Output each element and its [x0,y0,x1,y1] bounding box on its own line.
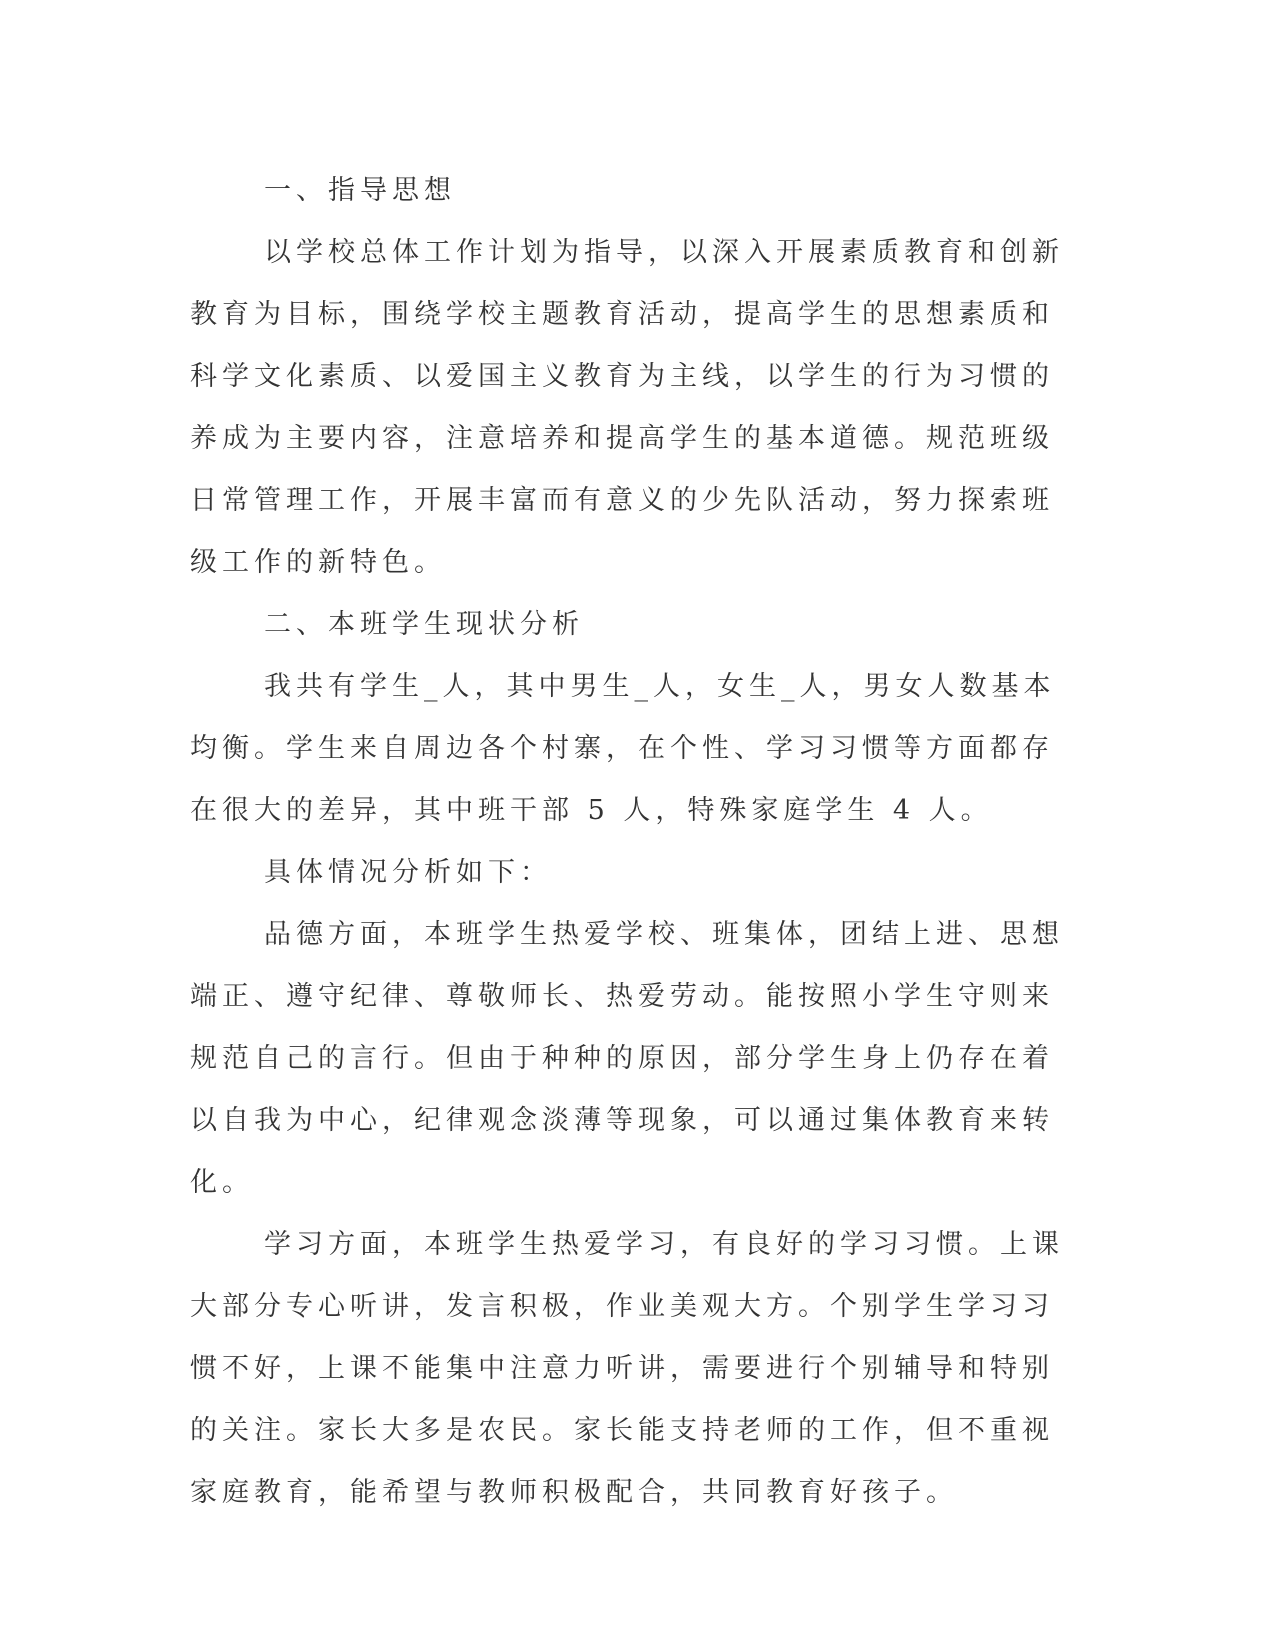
paragraph-student-count: 我共有学生_人，其中男生_人，女生_人，男女人数基本均衡。学生来自周边各个村寨，在个性、学习习惯等方面都存在很大的差异，其中班干部 5 人，特殊家庭学生 4 人。 [190,671,1056,826]
paragraph-analysis-intro: 具体情况分析如下： [264,857,552,888]
paragraph-moral-aspect: 品德方面，本班学生热爱学校、班集体，团结上进、思想端正、遵守纪律、尊敬师长、热爱劳动。能按照小学生守则来规范自己的言行。但由于种种的原因，部分学生身上仍存在着以自我为中心，纪律观念淡薄等现象，可以通过集体教育来转化。 [190,919,1064,1198]
paragraph-study-aspect: 学习方面，本班学生热爱学习，有良好的学习习惯。上课大部分专心听讲，发言积极，作业美观大方。个别学生学习习惯不好，上课不能集中注意力听讲，需要进行个别辅导和特别的关注。家长大多是农民。家长能支持老师的工作，但不重视家庭教育，能希望与教师积极配合，共同教育好孩子。 [190,1229,1064,1508]
section-heading-guiding-ideology: 一、指导思想 [264,175,456,206]
document-body [190,160,1085,1524]
paragraph-guiding-ideology: 以学校总体工作计划为指导，以深入开展素质教育和创新教育为目标，围绕学校主题教育活动，提高学生的思想素质和科学文化素质、以爱国主义教育为主线，以学生的行为习惯的养成为主要内容，注意培养和提高学生的基本道德。规范班级日常管理工作，开展丰富而有意义的少先队活动，努力探索班级工作的新特色。 [190,237,1064,578]
section-heading-class-analysis: 二、本班学生现状分析 [264,609,584,640]
